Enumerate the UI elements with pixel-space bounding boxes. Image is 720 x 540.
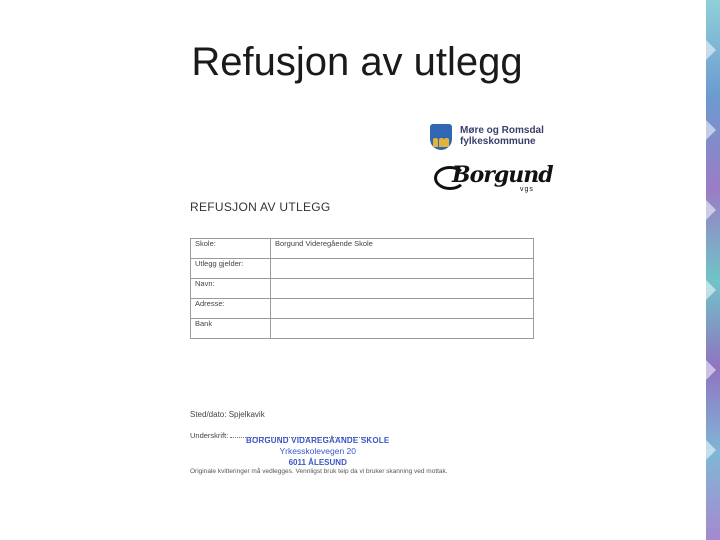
county-shield-icon [430, 124, 452, 150]
form-row-name [191, 279, 534, 299]
school-logo-suffix: vgs [520, 186, 534, 193]
school-logo-word: Borgund [452, 162, 553, 188]
bank-field[interactable] [275, 319, 529, 336]
stamp-school-name: BORGUND VIDAREGÅANDE SKOLE [246, 436, 390, 445]
chevron-decoration-icon [706, 440, 716, 460]
form-label: Navn: [191, 279, 271, 299]
form-row-address [191, 299, 534, 319]
county-name-sub: fylkeskommune [460, 136, 536, 147]
stamp-street: Yrkesskolevegen 20 [279, 446, 356, 456]
form-heading: REFUSJON AV UTLEGG [190, 200, 331, 214]
county-name: Møre og Romsdal [460, 125, 544, 136]
chevron-decoration-icon [706, 40, 716, 60]
school-logo [434, 162, 553, 193]
school-value: Borgund Videregående Skole [271, 239, 534, 259]
address-field[interactable] [275, 299, 529, 316]
chevron-decoration-icon [706, 120, 716, 140]
slide-title: Refusjon av utlegg [191, 40, 523, 84]
school-stamp [246, 435, 389, 468]
county-logo [430, 122, 550, 156]
form-label: Adresse: [191, 299, 271, 319]
form-row-school [191, 239, 534, 259]
name-field[interactable] [275, 279, 529, 296]
footer-note: Originale kvitteringer må vedlegges. Vennligst bruk teip da vi bruker skanning ved mottak. [190, 468, 448, 475]
decorative-side-strip [706, 0, 720, 540]
scanned-reimbursement-form [180, 110, 560, 490]
form-label: Bank [191, 319, 271, 339]
form-row-purpose [191, 259, 534, 279]
form-label: Utlegg gjelder: [191, 259, 271, 279]
form-row-bank [191, 319, 534, 339]
form-label: Skole: [191, 239, 271, 259]
form-table [190, 238, 534, 339]
place-date: Sted/dato: Spjelkavik [190, 410, 265, 419]
purpose-field[interactable] [275, 259, 529, 276]
chevron-decoration-icon [706, 200, 716, 220]
chevron-decoration-icon [706, 280, 716, 300]
chevron-decoration-icon [706, 360, 716, 380]
stamp-city: 6011 ÅLESUND [288, 458, 347, 467]
signature-label: Underskrift: [190, 431, 229, 440]
